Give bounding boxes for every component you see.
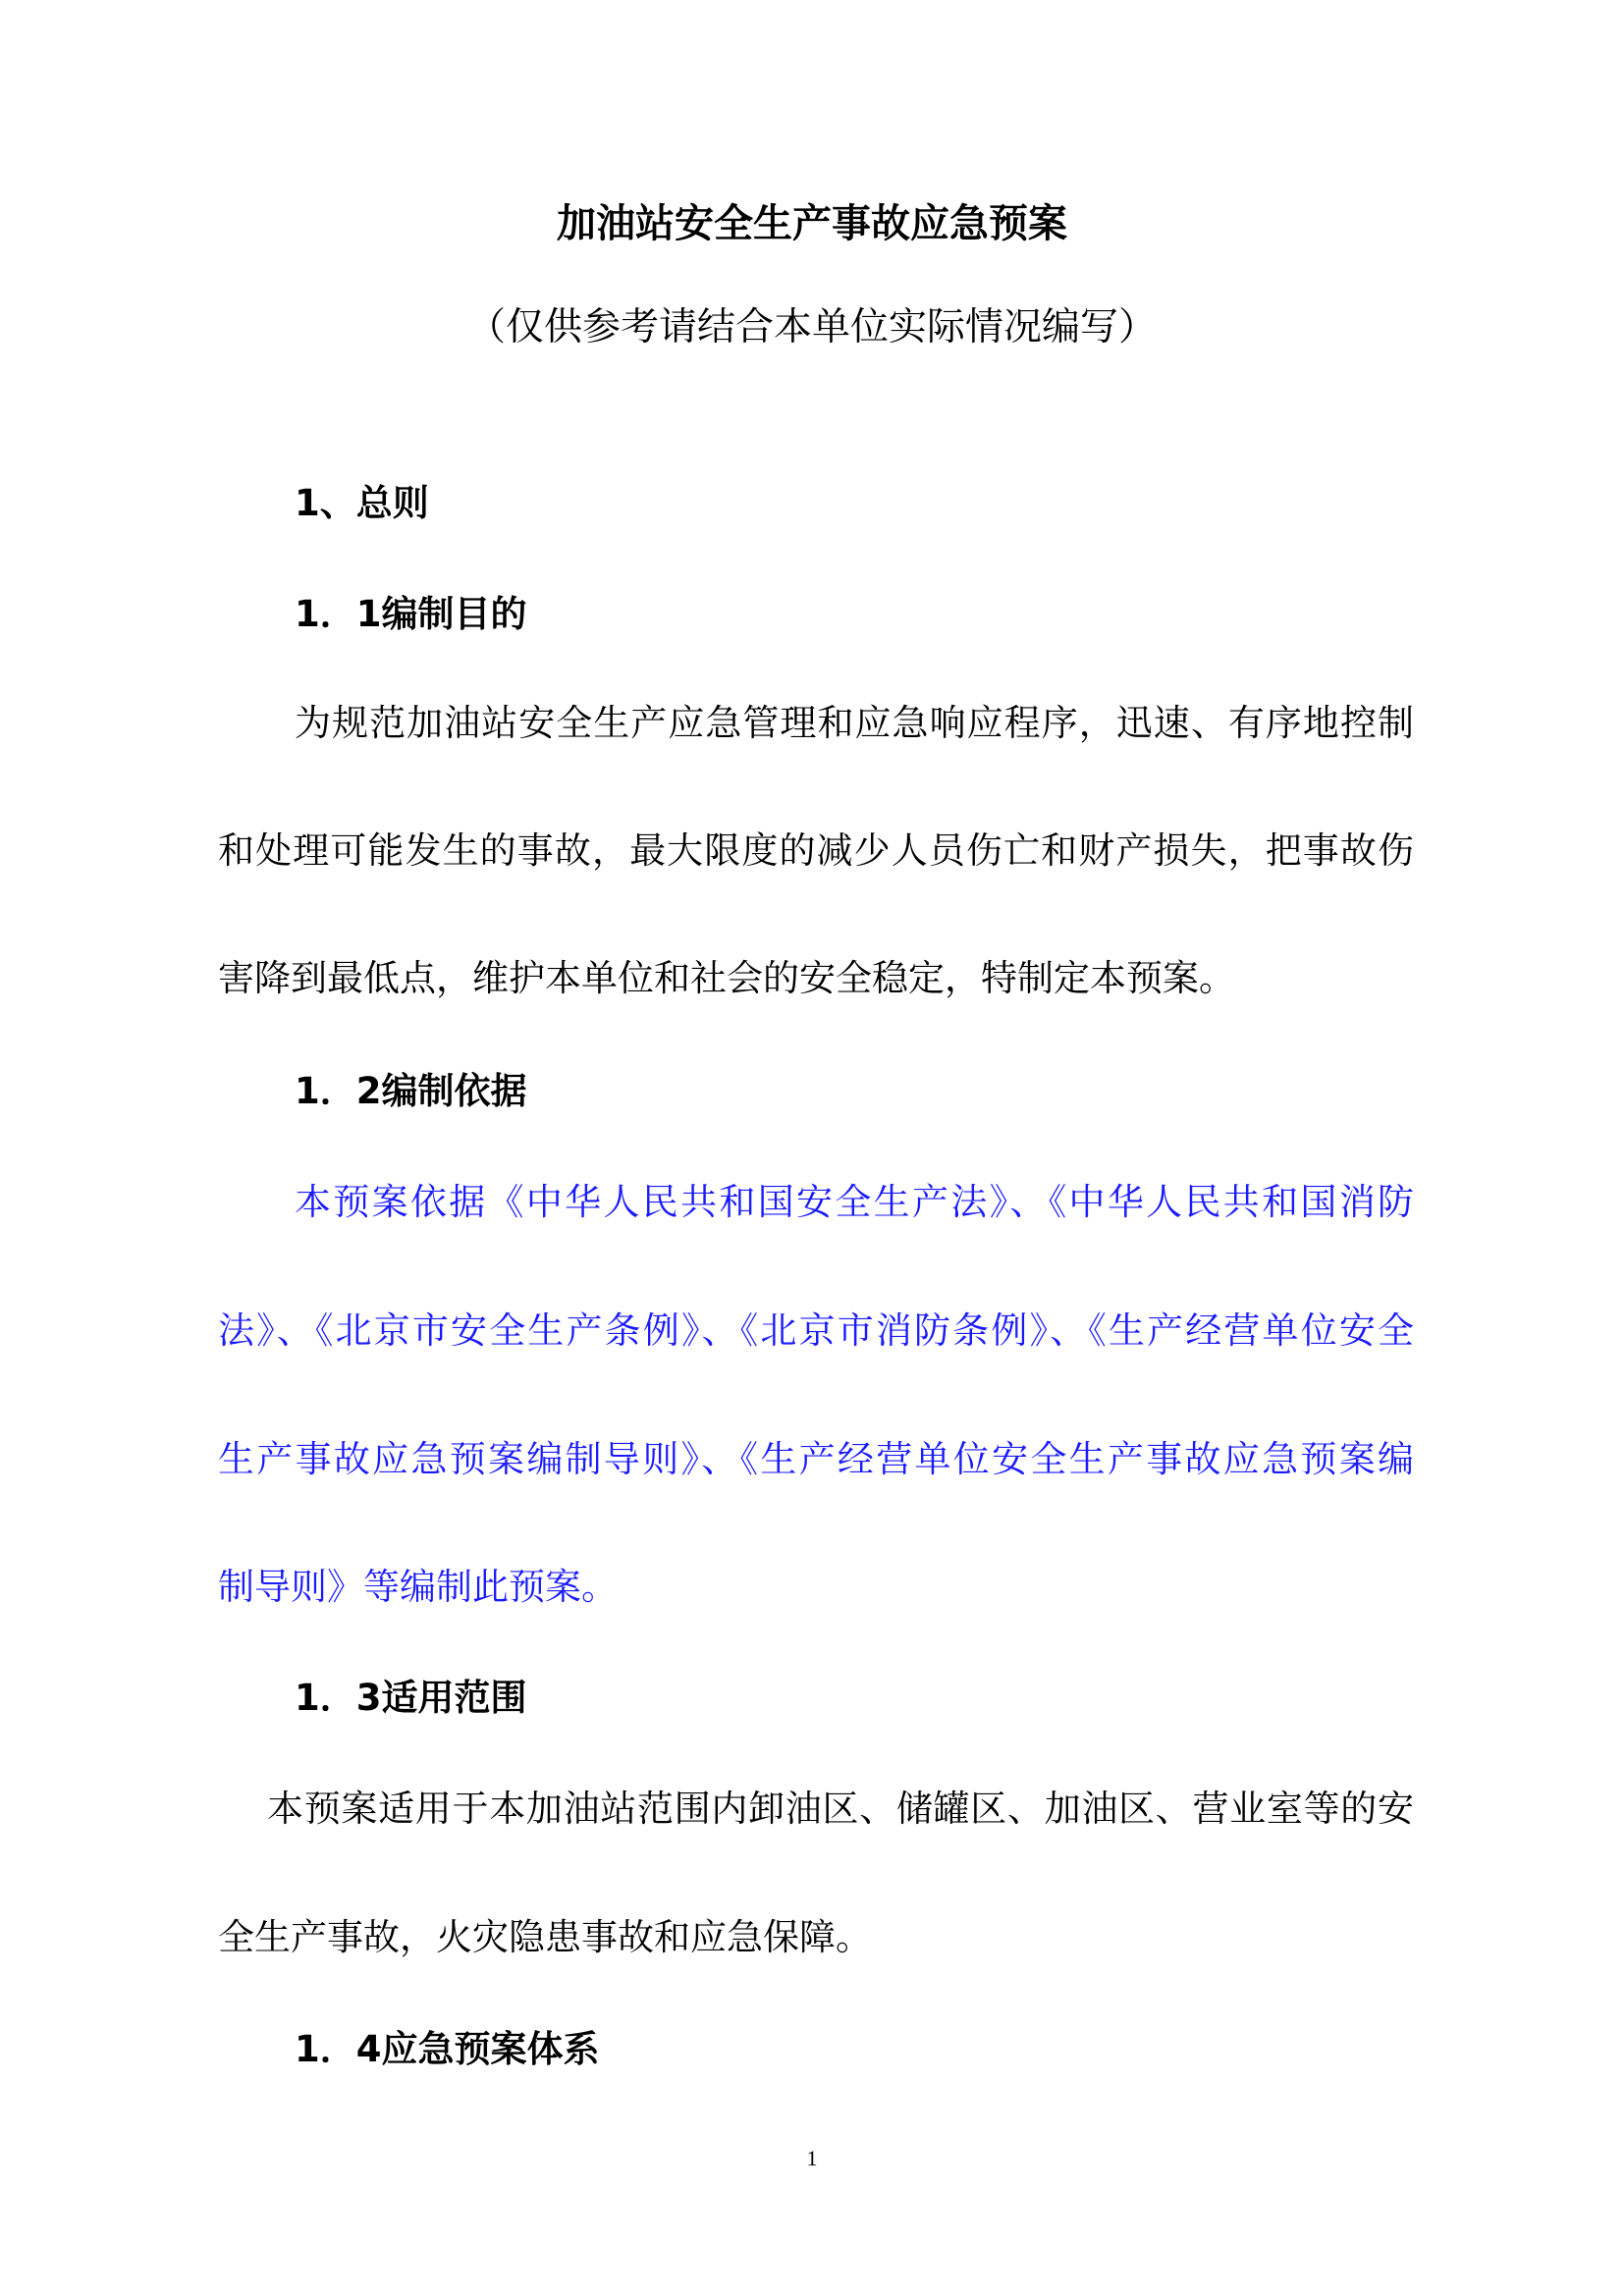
paragraph-line: 全生产事故，火灾隐患事故和应急保障。	[218, 1916, 872, 1958]
heading-basis: 1．2编制依据	[295, 1070, 527, 1112]
heading-general: 1、总则	[295, 482, 429, 524]
paragraph-line: 和处理可能发生的事故，最大限度的减少人员伤亡和财产损失，把事故伤	[218, 829, 1414, 872]
paragraph-line-link: 本预案依据《中华人民共和国安全生产法》、《中华人民共和国消防	[295, 1181, 1414, 1223]
document-subtitle: （仅供参考请结合本单位实际情况编写）	[466, 305, 1157, 349]
paragraph-line-link: 法》、《北京市安全生产条例》、《北京市消防条例》、《生产经营单位安全	[218, 1309, 1414, 1352]
heading-scope: 1．3适用范围	[295, 1677, 527, 1719]
paragraph-line-link: 制导则》等编制此预案。	[218, 1566, 618, 1608]
paragraph-line: 本预案适用于本加油站范围内卸油区、储罐区、加油区、营业室等的安	[267, 1788, 1414, 1830]
paragraph-line: 害降到最低点，维护本单位和社会的安全稳定，特制定本预案。	[218, 957, 1235, 999]
paragraph-line-link: 生产事故应急预案编制导则》、《生产经营单位安全生产事故应急预案编	[218, 1438, 1414, 1480]
heading-purpose: 1．1编制目的	[295, 593, 527, 635]
heading-plan-system: 1．4应急预案体系	[295, 2028, 600, 2070]
paragraph-line: 为规范加油站安全生产应急管理和应急响应程序，迅速、有序地控制	[295, 702, 1414, 744]
document-title: 加油站安全生产事故应急预案	[557, 201, 1067, 246]
page-number: 1	[806, 2146, 818, 2170]
